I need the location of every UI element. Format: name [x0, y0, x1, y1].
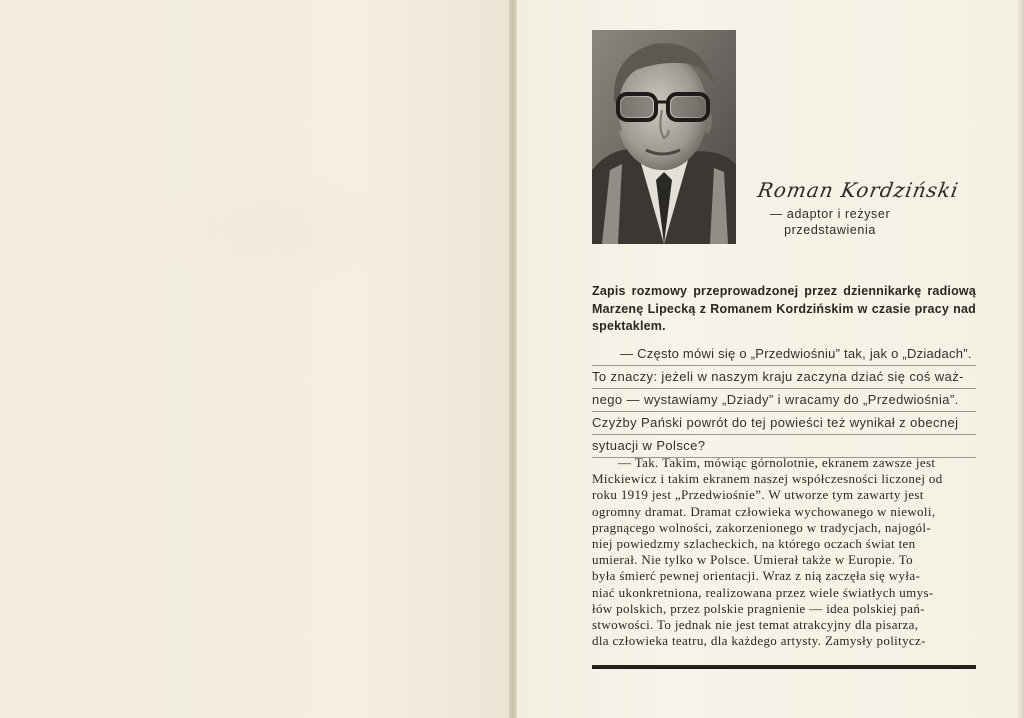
answer-line: Mickiewicz i takim ekranem naszej współczesności liczonej od: [592, 471, 943, 487]
answer-line: ogromny dramat. Dramat człowieka wychowanego w niewoli,: [592, 503, 936, 519]
author-role: [760, 206, 900, 238]
answer-line: niej powiedzmy szlacheckich, na którego oczach świat ten: [592, 535, 916, 551]
answer-line: niać ukonkretniona, realizowana przez wiele światłych umys-: [592, 584, 934, 600]
page-edge-shadow: [1018, 0, 1024, 718]
answer-line: — Tak. Takim, mówiąc górnolotnie, ekranem zawsze jest: [618, 455, 936, 470]
answer-line: dla człowieka teatru, dla każdego artysty. Zamysły politycz-: [592, 633, 926, 649]
interview-intro: Zapis rozmowy przeprowadzonej przez dziennikarkę radiową Marzenę Lipecką z Romanem Kordzińskim w czasie pracy nad spektaklem.: [592, 284, 976, 333]
answer-line: umierał. Nie tylko w Polsce. Umierał także w Europie. To: [592, 552, 913, 568]
show-through-smudge: [150, 170, 400, 290]
role-line: przedstawienia: [784, 223, 876, 237]
answer-line: stwowości. To jednak nie jest temat atrakcyjny dla pisarza,: [592, 616, 919, 632]
question-line: Czyżby Pański powrót do tej powieści też wynikał z obecnej: [592, 412, 976, 435]
question-line: sytuacji w Polsce?: [592, 435, 976, 458]
interview-question: [592, 343, 976, 458]
interview-answer: [592, 455, 976, 649]
role-line: — adaptor i reżyser: [769, 207, 891, 221]
author-signature: Roman Kordziński: [755, 178, 961, 202]
answer-line: roku 1919 jest „Przedwiośnie”. W utworze tym zawarty jest: [592, 487, 924, 503]
answer-line: pragnącego wolności, zakorzenionego w tradycjach, najogól-: [592, 519, 932, 535]
question-line: — Często mówi się o „Przedwiośniu” tak, jak o „Dziadach”.: [592, 343, 976, 366]
portrait-illustration: [592, 30, 736, 244]
answer-line: łów polskich, przez polskie pragnienie — idea polskiej pań-: [592, 600, 925, 616]
book-gutter: [509, 0, 517, 718]
portrait-photo: [592, 30, 736, 244]
answer-line: była śmierć pewnej orientacji. Wraz z nią zaczęła się wyła-: [592, 568, 921, 584]
question-line: To znaczy: jeżeli w naszym kraju zaczyna dziać się coś waż-: [592, 366, 976, 389]
question-line: nego — wystawiamy „Dziady” i wracamy do „Przedwiośnia”.: [592, 389, 976, 412]
page-bottom-rule: [592, 665, 976, 669]
